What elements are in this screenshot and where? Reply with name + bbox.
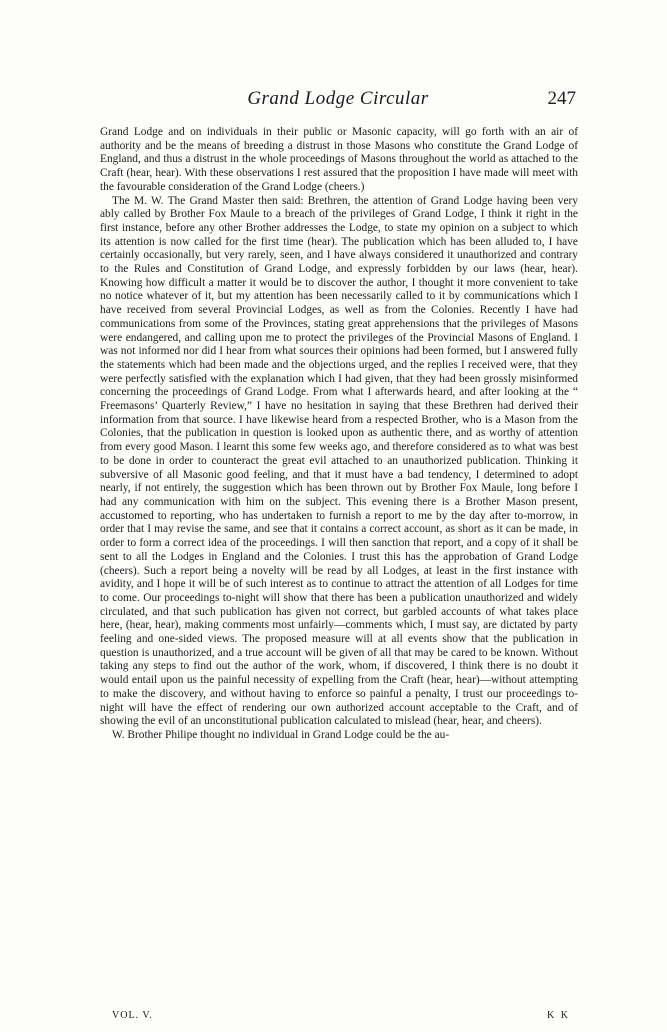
running-title: Grand Lodge Circular <box>247 88 429 109</box>
page-footer <box>112 1009 578 1023</box>
body-text <box>100 126 578 743</box>
paragraph-grand-master-speech: The M. W. The Grand Master then said: Brethren, the attention of Grand Lodge having been very ably called by Brother Fox Maule to a breach of the privileges of Grand Lodge, I think it right in the first instance, before any other Brother addresses the Lodge, to state my opinion on a subject to which its attention is now called for the first time (hear). The publication which has been alluded to, I have certainly occasionally, but very rarely, seen, and I have always considered it unauthorized and contrary to the Rules and Constitution of Grand Lodge, and expressly forbidden by our laws (hear, hear). Knowing how difficult a matter it would be to discover the author, I thought it more convenient to take no notice whatever of it, but my attention has been necessarily called to it by communications which I have received from several Provincial Lodges, as well as from the Colonies. Recently I have had communications from some of the Provinces, stating great apprehensions that the privileges of Masons were endangered, and calling upon me to protect the privileges of the Provincial Masons of England. I was not informed nor did I hear from what sources their opinions had been formed, but I answered fully the statements which had been made and the objections urged, and the replies I received were, that they were perfectly satisfied with the explanation which I had given, that they had been grossly misinformed concerning the proceedings of Grand Lodge. From what I afterwards heard, and after looking at the “ Freemasons’ Quarterly Review,” I have no hesitation in saying that these Brethren had derived their information from that source. I have likewise heard from a respected Brother, who is a Mason from the Colonies, that the publication in question is looked upon as authentic there, and as worthy of attention from every good Mason. I learnt this some few weeks ago, and therefore considered as to what was best to be done in order to counteract the great evil attached to an unauthorized publication. Thinking it subversive of all Masonic good feeling, and that it must have a bad tendency, I determined to adopt nearly, if not entirely, the suggestion which has been thrown out by Brother Fox Maule, long before I had any communication with him on the subject. This evening there is a Brother Mason present, accustomed to reporting, who has undertaken to furnish a report to me by the day after to-morrow, in order that I may revise the same, and see that it contains a correct account, as short as it can be made, in order to form a correct idea of the proceedings. I will then sanction that report, and a copy of it shall be sent to all the Lodges in England and the Colonies. I trust this has the approbation of Grand Lodge (cheers). Such a report being a novelty will be read by all Lodges, at least in the first instance with avidity, and I hope it will be of such interest as to continue to attract the attention of all Lodges for time to come. Our proceedings to-night will show that there has been a publication unauthorized and widely circulated, and that such publication has given not correct, but garbled accounts of what takes place here, (hear, hear), making comments most unfairly—comments which, I must say, are dictated by party feeling and one-sided views. The proposed measure will at all events show that the publication in question is unauthorized, and a true account will be given of all that may be cared to be known. Without taking any steps to find out the author of the work, whom, if discovered, I think there is no doubt it would entail upon us the painful necessity of expelling from the Craft (hear, hear)—without attempting to make the discovery, and without having to enforce so painful a penalty, I trust our proceedings to-night will have the effect of rendering our own authorized account acceptable to the Craft, and of showing the evil of an unconstitutional publication calculated to mislead (hear, hear, and cheers). <box>100 194 578 728</box>
signature-mark: K K <box>547 1010 570 1021</box>
volume-label: VOL. V. <box>112 1010 153 1021</box>
page-number: 247 <box>547 88 576 109</box>
paragraph-continuation: Grand Lodge and on individuals in their public or Masonic capacity, will go forth with an air of authority and be the means of breeding a distrust in those Masons who constitute the Grand Lodge of England, and thus a distrust in the whole proceedings of Masons throughout the world as attached to the Craft (hear, hear). With these observations I rest assured that the proposition I have made will meet with the favourable consideration of the Grand Lodge (cheers.) <box>100 126 578 193</box>
running-head <box>100 88 576 110</box>
paragraph-brother-philipe: W. Brother Philipe thought no individual in Grand Lodge could be the au- <box>112 728 450 741</box>
